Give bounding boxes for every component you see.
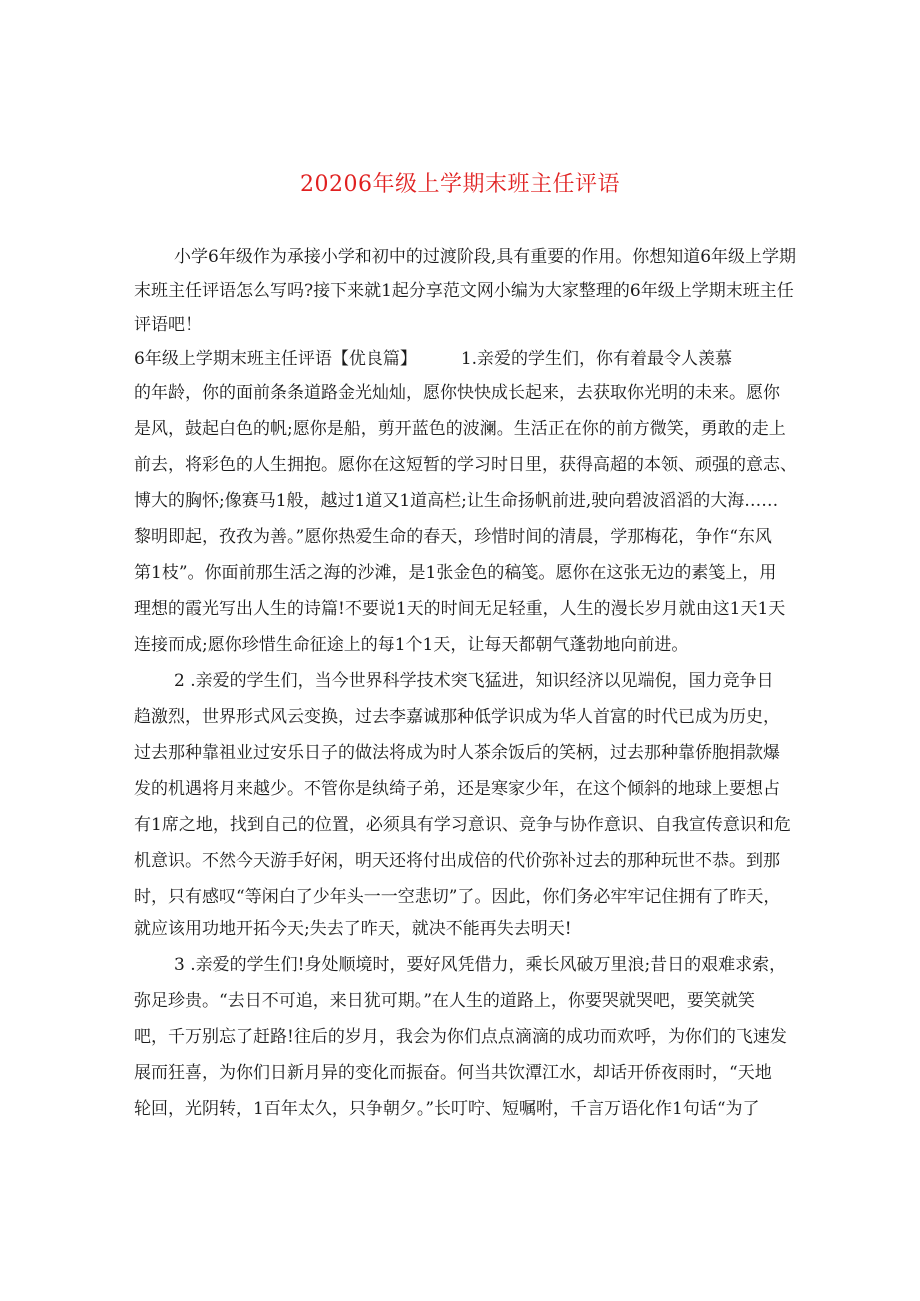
paragraph-1-line: 的年龄，你的面前条条道路金光灿灿，愿你快快成长起来，去获取你光明的未来。愿你 (134, 383, 780, 403)
paragraph-2-line: 就应该用功地开拓今天;失去了昨天，就决不能再失去明天! (134, 919, 572, 939)
document-title: 20206年级上学期末班主任评语 (300, 172, 620, 197)
paragraph-1-line: 是风，鼓起白色的帆;愿你是船，剪开蓝色的波澜。生活正在你的前方微笑，勇敢的走上 (134, 419, 786, 439)
intro-line: 评语吧！ (134, 315, 202, 335)
paragraph-1-line: 博大的胸怀;像赛马1般，越过1道又1道高栏;让生命扬帆前进,驶向碧波滔滔的大海…… (134, 491, 779, 511)
intro-line: 小学6年级作为承接小学和初中的过渡阶段,具有重要的作用。你想知道6年级上学期 (174, 247, 797, 267)
section-heading-row (134, 348, 732, 370)
paragraph-1-line: 连接而成;愿你珍惜生命征途上的每1个1天，让每天都朝气蓬勃地向前进。 (134, 635, 689, 655)
intro-line: 末班主任评语怎么写吗?接下来就1起分享范文网小编为大家整理的6年级上学期末班主任 (134, 281, 794, 301)
paragraph-1-line: 黎明即起，孜孜为善。”愿你热爱生命的春天，珍惜时间的清晨，学那梅花，争作“东风 (134, 527, 772, 547)
section-heading: 6年级上学期末班主任评语【优良篇】 (134, 349, 417, 369)
paragraph-3-line: 弥足珍贵。“去日不可追，来日犹可期。”在人生的道路上，你要哭就哭吧，要笑就笑 (134, 991, 755, 1011)
paragraph-2-line: 2 .亲爱的学生们，当今世界科学技术突飞猛进，知识经济以见端倪，国力竞争日 (174, 671, 774, 691)
paragraph-2-line: 趋激烈，世界形式风云变换，过去李嘉诚那种低学识成为华人首富的时代已成为历史， (134, 707, 780, 727)
paragraph-2-line: 有1席之地，找到自己的位置，必须具有学习意识、竞争与协作意识、自我宣传意识和危 (134, 815, 791, 835)
paragraph-1-start: 1.亲爱的学生们，你有着最令人羡慕 (460, 349, 733, 369)
paragraph-3-line: 轮回，光阴转，1百年太久，只争朝夕。”长叮咛、短嘱咐，千言万语化作1句话“为了 (134, 1099, 760, 1119)
paragraph-1-line: 第1枝”。你面前那生活之海的沙滩，是1张金色的稿笺。愿你在这张无边的素笺上，用 (134, 563, 777, 583)
paragraph-3-line: 吧，千万别忘了赶路!往后的岁月，我会为你们点点滴滴的成功而欢呼，为你们的飞速发 (134, 1027, 787, 1047)
paragraph-2-line: 发的机遇将月来越少。不管你是纨绮子弟，还是寒家少年，在这个倾斜的地球上要想占 (134, 779, 780, 799)
paragraph-3-line: 展而狂喜，为你们日新月异的变化而振奋。何当共饮潭江水，却话开侨夜雨时，“天地 (134, 1063, 772, 1083)
paragraph-2-line: 过去那种靠祖业过安乐日子的做法将成为时人茶余饭后的笑柄，过去那种靠侨胞捐款爆 (134, 743, 780, 763)
paragraph-2-line: 机意识。不然今天游手好闲，明天还将付出成倍的代价弥补过去的那种玩世不恭。到那 (134, 851, 780, 871)
paragraph-3-line: 3 .亲爱的学生们!身处顺境时，要好风凭借力，乘长风破万里浪;昔日的艰难求索， (174, 955, 787, 975)
paragraph-2-line: 时，只有感叹“等闲白了少年头一一空悲切”了。因此，你们务必牢牢记住拥有了昨天， (134, 887, 781, 907)
paragraph-1-line: 前去，将彩色的人生拥抱。愿你在这短暂的学习时日里，获得高超的本领、顽强的意志、 (134, 455, 797, 475)
paragraph-1-line: 理想的霞光写出人生的诗篇!不要说1天的时间无足轻重，人生的漫长岁月就由这1天1天 (134, 599, 786, 619)
